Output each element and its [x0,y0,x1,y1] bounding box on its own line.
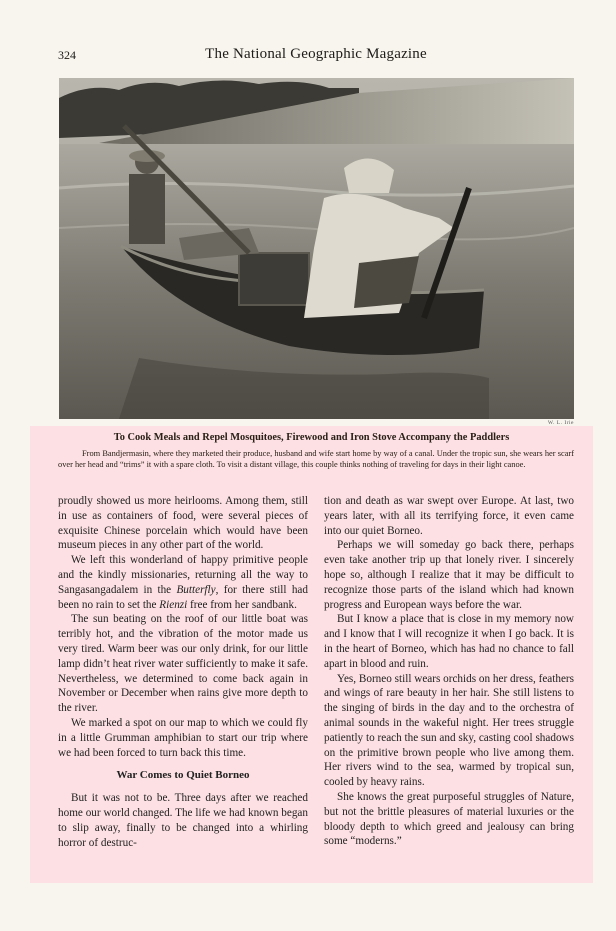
boat-name-rienzi: Rienzi [159,598,188,611]
paragraph: proudly showed us more heirlooms. Among them, still in use as containers of food, were several pieces of exquisite Chinese porcelain which would have been museum pieces in any other part of the world. [58,495,308,552]
page-number: 324 [58,48,76,62]
paragraph: But I know a place that is close in my memory now and I know that I will recognize it when I go back. It is in the heart of Borneo, which has had no chance to fall apart in blood and ruin. [324,613,574,670]
paragraph: Yes, Borneo still wears orchids on her dress, feathers and wings of rare beauty in her hair. She still listens to the singing of birds in the day and to the orchestra of animal sounds in the wakeful night. Her trees struggle patiently to reach the sun and sky, casting cool shadows on the primitive brown people who live among them. Her rivers wind to the sea, warmed by tropical sun, cooled by heavy rains. [324,672,574,789]
caption-body: From Bandjermasin, where they marketed their produce, husband and wife start home by way of a canal. Under the tropic sun, she wears her scarf over her head and “trims” it with a spare cloth. To visit a distant village, this couple thinks nothing of traveling for days in their light canoe. [58,449,574,470]
paragraph: We left this wonderland of happy primitive people and the kindly missionaries, returning all the way to Sangasangadalem in the Butterfly, for there still had been no rain to set the Rienzi free from her sandbank. [58,554,308,611]
paragraph: But it was not to be. Three days after we reached home our world changed. The life we had known began to slip away, finally to be changed into a whirling horror of destruc- [58,792,308,849]
running-title: The National Geographic Magazine [205,46,427,62]
paragraph: She knows the great purposeful struggles of Nature, but not the brittle pleasures of material luxuries or the bloody depth to which greed and jealousy can bring some “moderns.” [324,790,574,848]
photo-canoe-paddlers [59,78,574,419]
paragraph: Perhaps we will someday go back there, perhaps even take another trip up that lonely river. I sincerely hope so, although I realize that it may be difficult to recognize those parts of the island which had known progress and European ways before the war. [324,539,574,611]
paragraph: The sun beating on the roof of our little boat was terribly hot, and the vibration of the motor made us very tired. Warm beer was our only drink, for our little lamp didn’t heat river water sufficiently to make it safe. Nevertheless, we determined to come back again in November or December when rains give more depth to the river. [58,613,308,715]
page-header [58,46,574,66]
caption-title: To Cook Meals and Repel Mosquitoes, Firewood and Iron Stove Accompany the Paddlers [113,432,510,443]
paragraph: tion and death as war swept over Europe. At last, two years later, with all its terrifying force, it even came into our quiet Borneo. [324,495,574,537]
paragraph: We marked a spot on our map to which we could fly in a little Grumman amphibian to start our trip where we had been forced to turn back this time. [58,716,308,759]
left-column [58,494,308,850]
photo-credit: W. L. Irie [547,420,574,426]
right-column [324,494,574,849]
section-heading: War Comes to Quiet Borneo [116,769,250,782]
boat-name-butterfly: Butterfly [176,583,216,596]
photo-illustration [59,78,574,419]
